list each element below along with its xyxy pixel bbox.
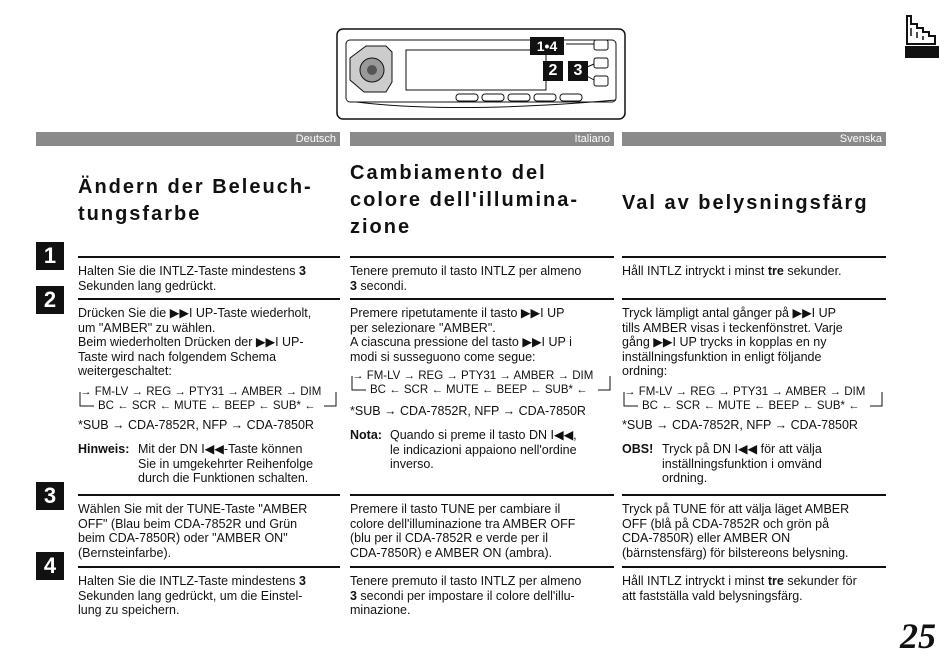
rule-step4-sv: [622, 566, 886, 568]
step4-text-it: Tenere premuto il tasto INTLZ per almeno 3 secondi per impostare il colore dell'illu- minazione.: [350, 574, 582, 617]
sequence-loop-de: [78, 392, 340, 408]
callout-3: 3: [568, 61, 588, 81]
rule-step2-it: [350, 298, 614, 300]
step1-text-de: Halten Sie die INTLZ-Taste mindestens 3 Sekunden lang gedrückt.: [78, 264, 306, 293]
page-number: 25: [900, 616, 936, 656]
step3-text-sv: Tryck på TUNE för att välja läget AMBER OFF (blå på CDA-7852R och grön på CDA-7850R) eller AMBER ON (bärnstensfärg) för bilstereons belysning.: [622, 502, 850, 560]
rule-step3-it: [350, 494, 614, 496]
pointing-hand-icon: [903, 14, 939, 60]
sequence-line1-it: → FM-LV → REG → PTY31 → AMBER → DIM: [352, 370, 594, 382]
sequence-line2-sv: BC ← SCR ← MUTE ← BEEP ← SUB* ←: [642, 400, 860, 412]
sub-note-de: *SUB → CDA-7852R, NFP → CDA-7850R: [78, 418, 314, 432]
step-number-4: 4: [36, 552, 64, 580]
rule-step3-de: [78, 494, 340, 496]
sub-note-it: *SUB → CDA-7852R, NFP → CDA-7850R: [350, 404, 586, 418]
sequence-line2-it: BC ← SCR ← MUTE ← BEEP ← SUB* ←: [370, 384, 588, 396]
rule-step2-sv: [622, 298, 886, 300]
rule-step4-it: [350, 566, 614, 568]
step-number-2: 2: [36, 286, 64, 314]
title-sv: Val av belysningsfärg: [622, 192, 869, 214]
step-number-1: 1: [36, 242, 64, 270]
step2-text-sv: Tryck lämpligt antal gånger på ▶▶I UP tills AMBER visas i teckenfönstret. Varje gång ▶▶I UP trycks in kopplas en ny inställningsfunktion in enligt följande ordning:: [622, 306, 843, 378]
title-de: Ändern der Beleuch- tungsfarbe: [78, 176, 313, 225]
rule-step3-sv: [622, 494, 886, 496]
step4-text-sv: Håll INTLZ intryckt i minst tre sekunder för att fastställa vald belysningsfärg.: [622, 574, 857, 603]
title-it: Cambiamento del colore dell'illumina- zione: [350, 162, 580, 238]
language-bar-svenska: Svenska: [622, 132, 886, 146]
hint-sv: OBS! Tryck på DN I◀◀ för att välja inställningsfunktion i omvänd ordning.: [622, 442, 822, 485]
sub-note-sv: *SUB → CDA-7852R, NFP → CDA-7850R: [622, 418, 858, 432]
rule-step4-de: [78, 566, 340, 568]
hint-de: Hinweis: Mit der DN I◀◀-Taste können Sie in umgekehrter Reihenfolge durch die Funktionen schalten.: [78, 442, 314, 485]
step2-text-de: Drücken Sie die ▶▶I UP-Taste wiederholt, um "AMBER" zu wählen. Beim wiederholten Drücken der ▶▶I UP- Taste wird nach folgendem Schema weitergeschaltet:: [78, 306, 312, 378]
callout-2: 2: [543, 61, 563, 81]
step3-text-it: Premere il tasto TUNE per cambiare il colore dell'illuminazione tra AMBER OFF (blu per il CDA-7852R e verde per il CDA-7850R) e AMBER ON (ambra).: [350, 502, 576, 560]
step1-text-sv: Håll INTLZ intryckt i minst tre sekunder.: [622, 264, 842, 278]
language-bar-italiano: Italiano: [350, 132, 614, 146]
step3-text-de: Wählen Sie mit der TUNE-Taste "AMBER OFF" (Blau beim CDA-7852R und Grün beim CDA-7850R) oder "AMBER ON" (Bernsteinfarbe).: [78, 502, 308, 560]
sequence-loop-sv: [622, 392, 886, 408]
rule-step2-de: [78, 298, 340, 300]
sequence-line1-de: → FM-LV → REG → PTY31 → AMBER → DIM: [80, 386, 322, 398]
step4-text-de: Halten Sie die INTLZ-Taste mindestens 3 Sekunden lang gedrückt, um die Einstel- lung zu speichern.: [78, 574, 306, 617]
step2-text-it: Premere ripetutamente il tasto ▶▶I UP per selezionare "AMBER". A ciascuna pressione del tasto ▶▶I UP i modi si susseguono come segue:: [350, 306, 572, 364]
sequence-line1-sv: → FM-LV → REG → PTY31 → AMBER → DIM: [624, 386, 866, 398]
sequence-loop-it: [350, 376, 614, 392]
step1-text-it: Tenere premuto il tasto INTLZ per almeno 3 secondi.: [350, 264, 582, 293]
sequence-line2-de: BC ← SCR ← MUTE ← BEEP ← SUB* ←: [98, 400, 316, 412]
rule-step1-de: [78, 256, 340, 258]
rule-step1-it: [350, 256, 614, 258]
rule-step1-sv: [622, 256, 886, 258]
step-number-3: 3: [36, 482, 64, 510]
callout-1-4: 1•4: [530, 37, 564, 55]
hint-it: Nota: Quando si preme il tasto DN I◀◀, le indicazioni appaiono nell'ordine inverso.: [350, 428, 577, 471]
language-bar-deutsch: Deutsch: [36, 132, 340, 146]
